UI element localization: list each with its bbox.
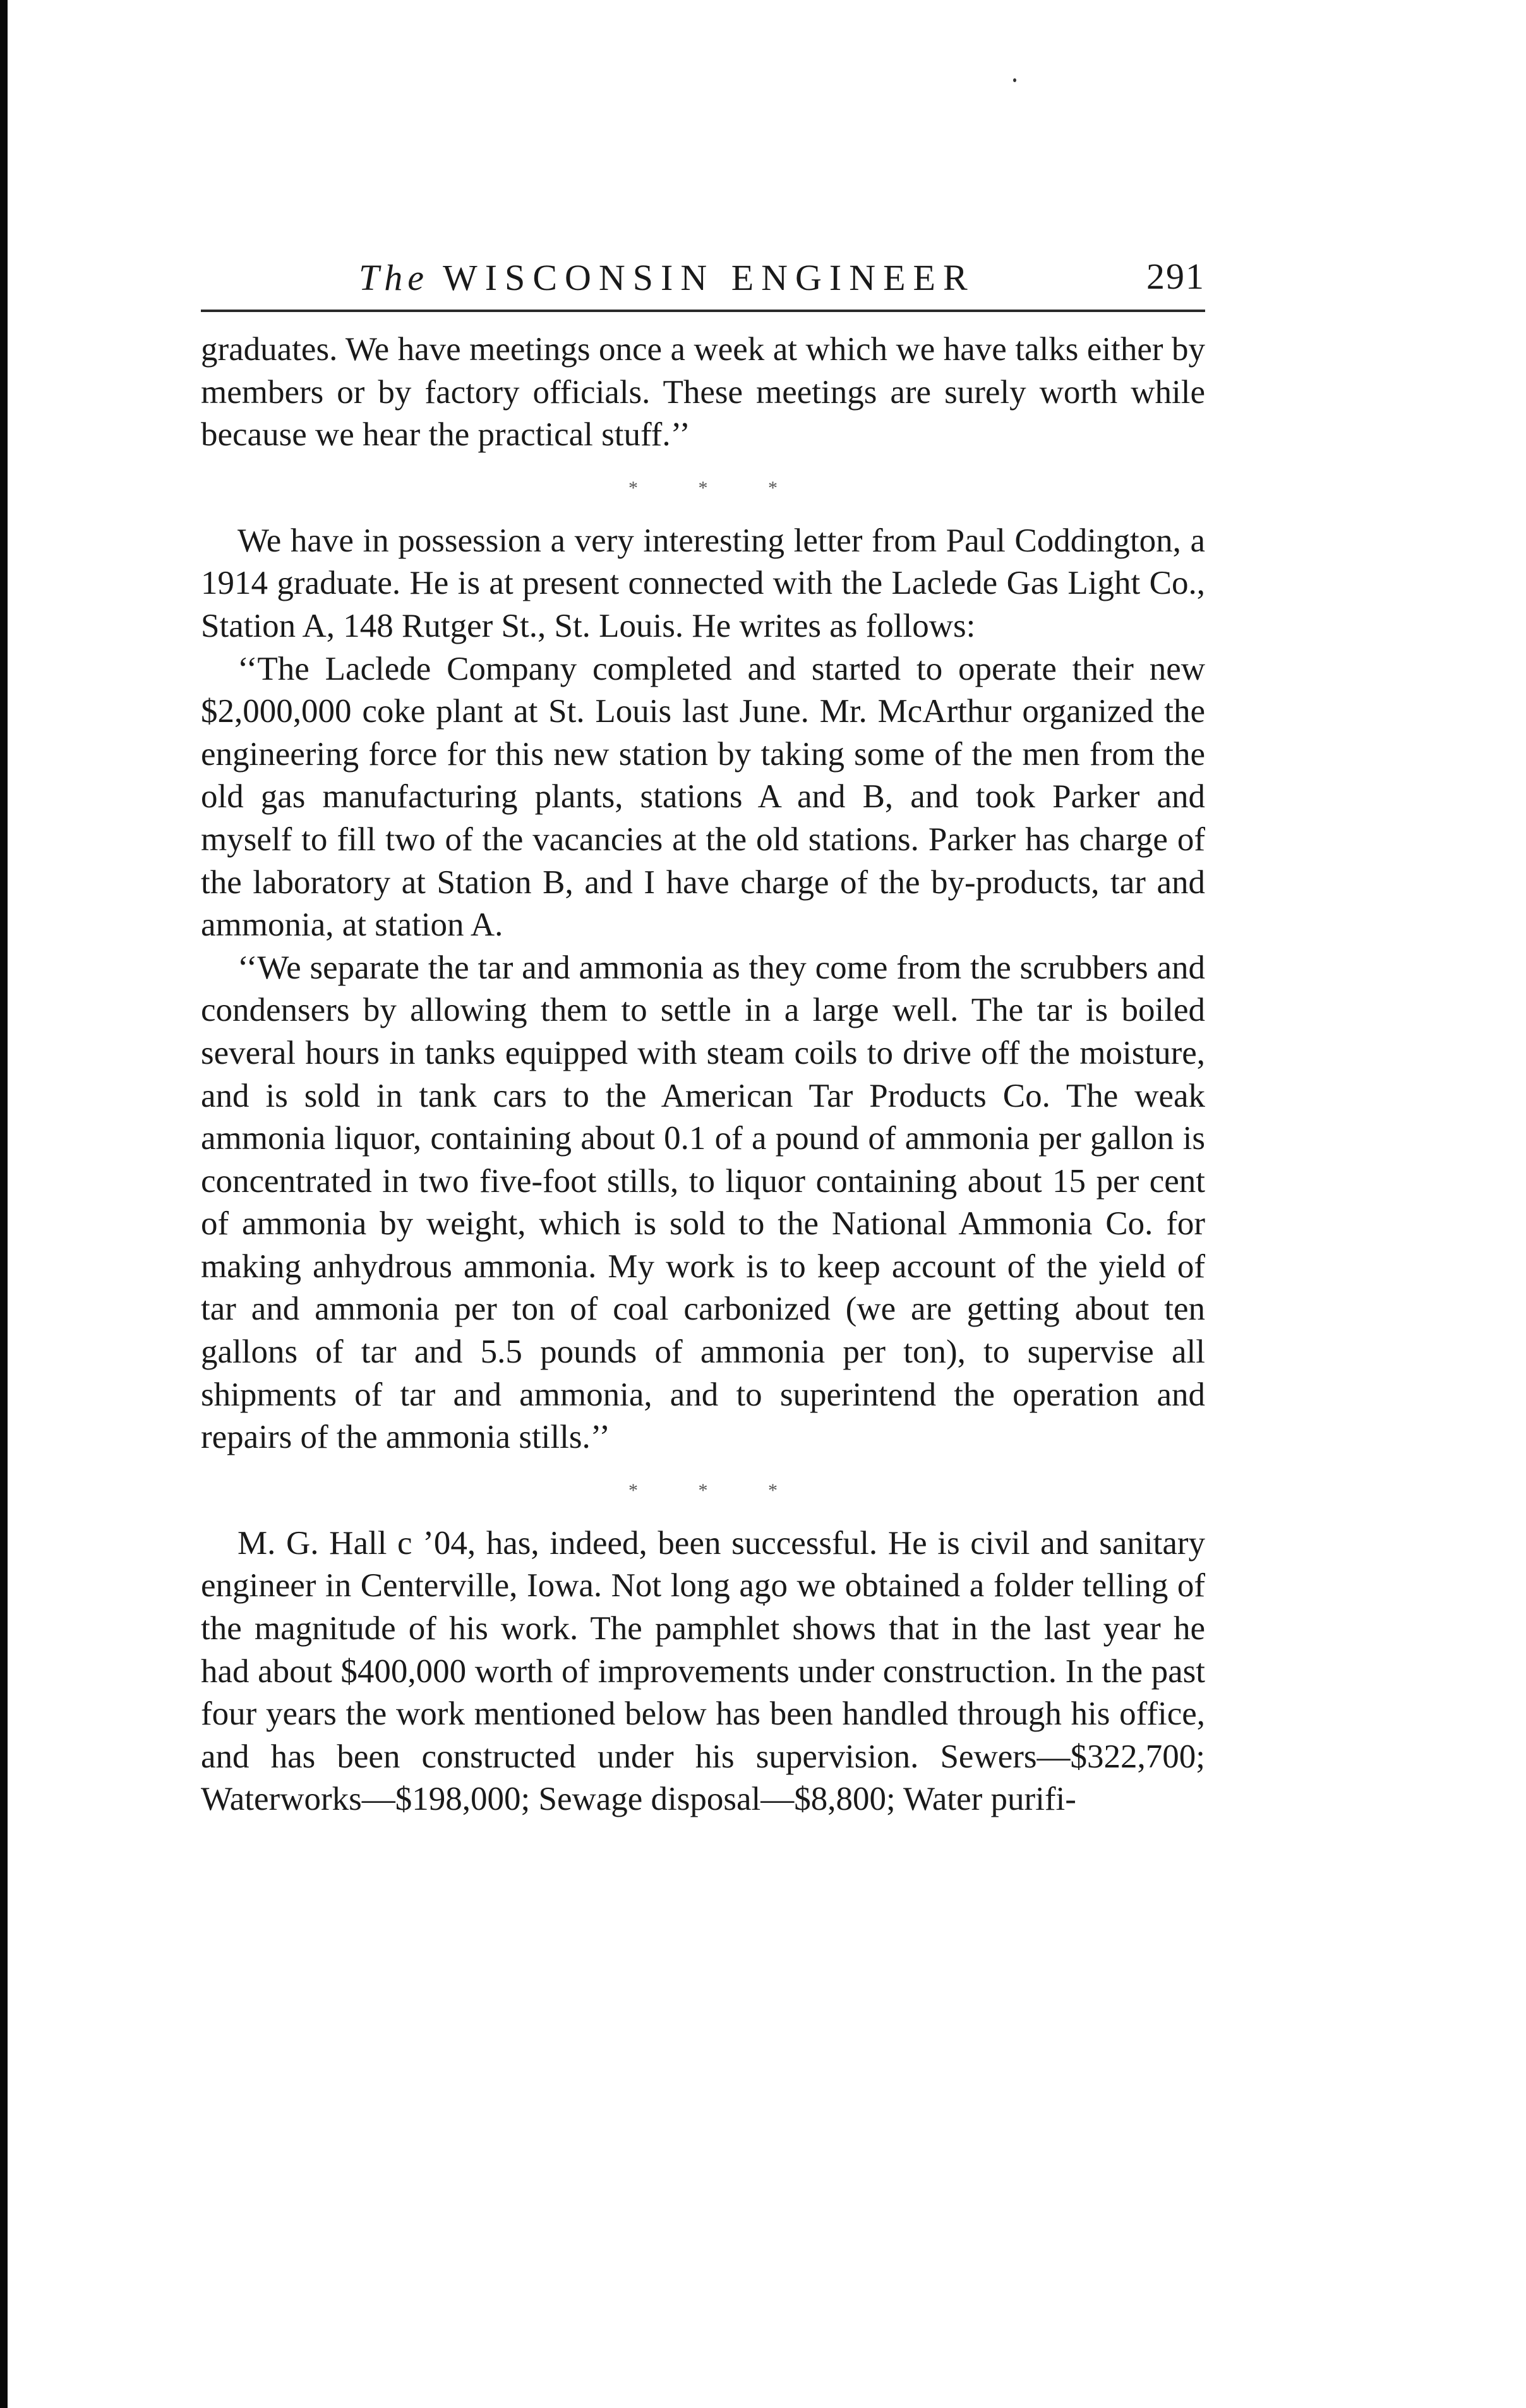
dust-speck [1013,78,1016,82]
paragraph-graduates: graduates. We have meetings once a week at which we have talks either by members or by factory officials. These meetings are surely worth while because we hear the practical stuff.’’ [201,331,1205,454]
section-separator: * * * [628,477,805,498]
page-number: 291 [1146,256,1205,297]
journal-title [359,256,975,299]
article-body [201,328,1205,1821]
section-separator: * * * [628,1479,805,1501]
page-edge-bar [0,0,8,2408]
paragraph-tar-ammonia: ‘‘We separate the tar and ammonia as they come from the scrubbers and condensers by allowing them to settle in a large well. The tar is boiled several hours in tanks equipped with steam coils to drive off the moisture, and is sold in tank cars to the American Tar Products Co. The weak ammonia liquor, containing about 0.1 of a pound of ammonia per gallon is concentrated in two five-foot stills, to liquor containing about 15 per cent of ammonia by weight, which is sold to the National Ammonia Co. for making anhydrous ammonia. My work is to keep account of the yield of tar and ammonia per ton of coal carbonized (we are getting about ten gallons of tar and 5.5 pounds of ammonia per ton), to supervise all shipments of tar and ammonia, and to superintend the operation and repairs of the ammonia stills.’’ [201,949,1205,1456]
paragraph-hall: M. G. Hall c ’04, has, indeed, been successful. He is civil and sanitary engineer in Centerville, Iowa. Not long ago we obtained a folder telling of the magnitude of his work. The pamphlet shows that in the last year he had about $400,000 worth of improvements under construction. In the past four years the work mentioned below has been handled through his office, and has been constructed under his supervision. Sewers—$322,700; Waterworks—$198,000; Sewage disposal—$8,800; Water purifi- [201,1524,1205,1818]
paragraph-coddington-letter: We have in possession a very interesting letter from Paul Coddington, a 1914 graduate. He is at present connected with the Laclede Gas Light Co., Station A, 148 Rutger St., St. Louis. He writes as follows: [201,522,1205,644]
journal-title-article: The [359,257,429,298]
paragraph-laclede-company: ‘‘The Laclede Company completed and started to operate their new $2,000,000 coke plant at St. Louis last June. Mr. McArthur organized the engineering force for this new station by taking some of the men from the old gas manufacturing plants, stations A and B, and took Parker and myself to fill two of the vacancies at the old stations. Parker has charge of the laboratory at Station B, and I have charge of the by-products, tar and ammonia, at station A. [201,650,1205,944]
journal-title-name: WISCONSIN ENGINEER [443,257,975,298]
running-header [201,251,1205,312]
